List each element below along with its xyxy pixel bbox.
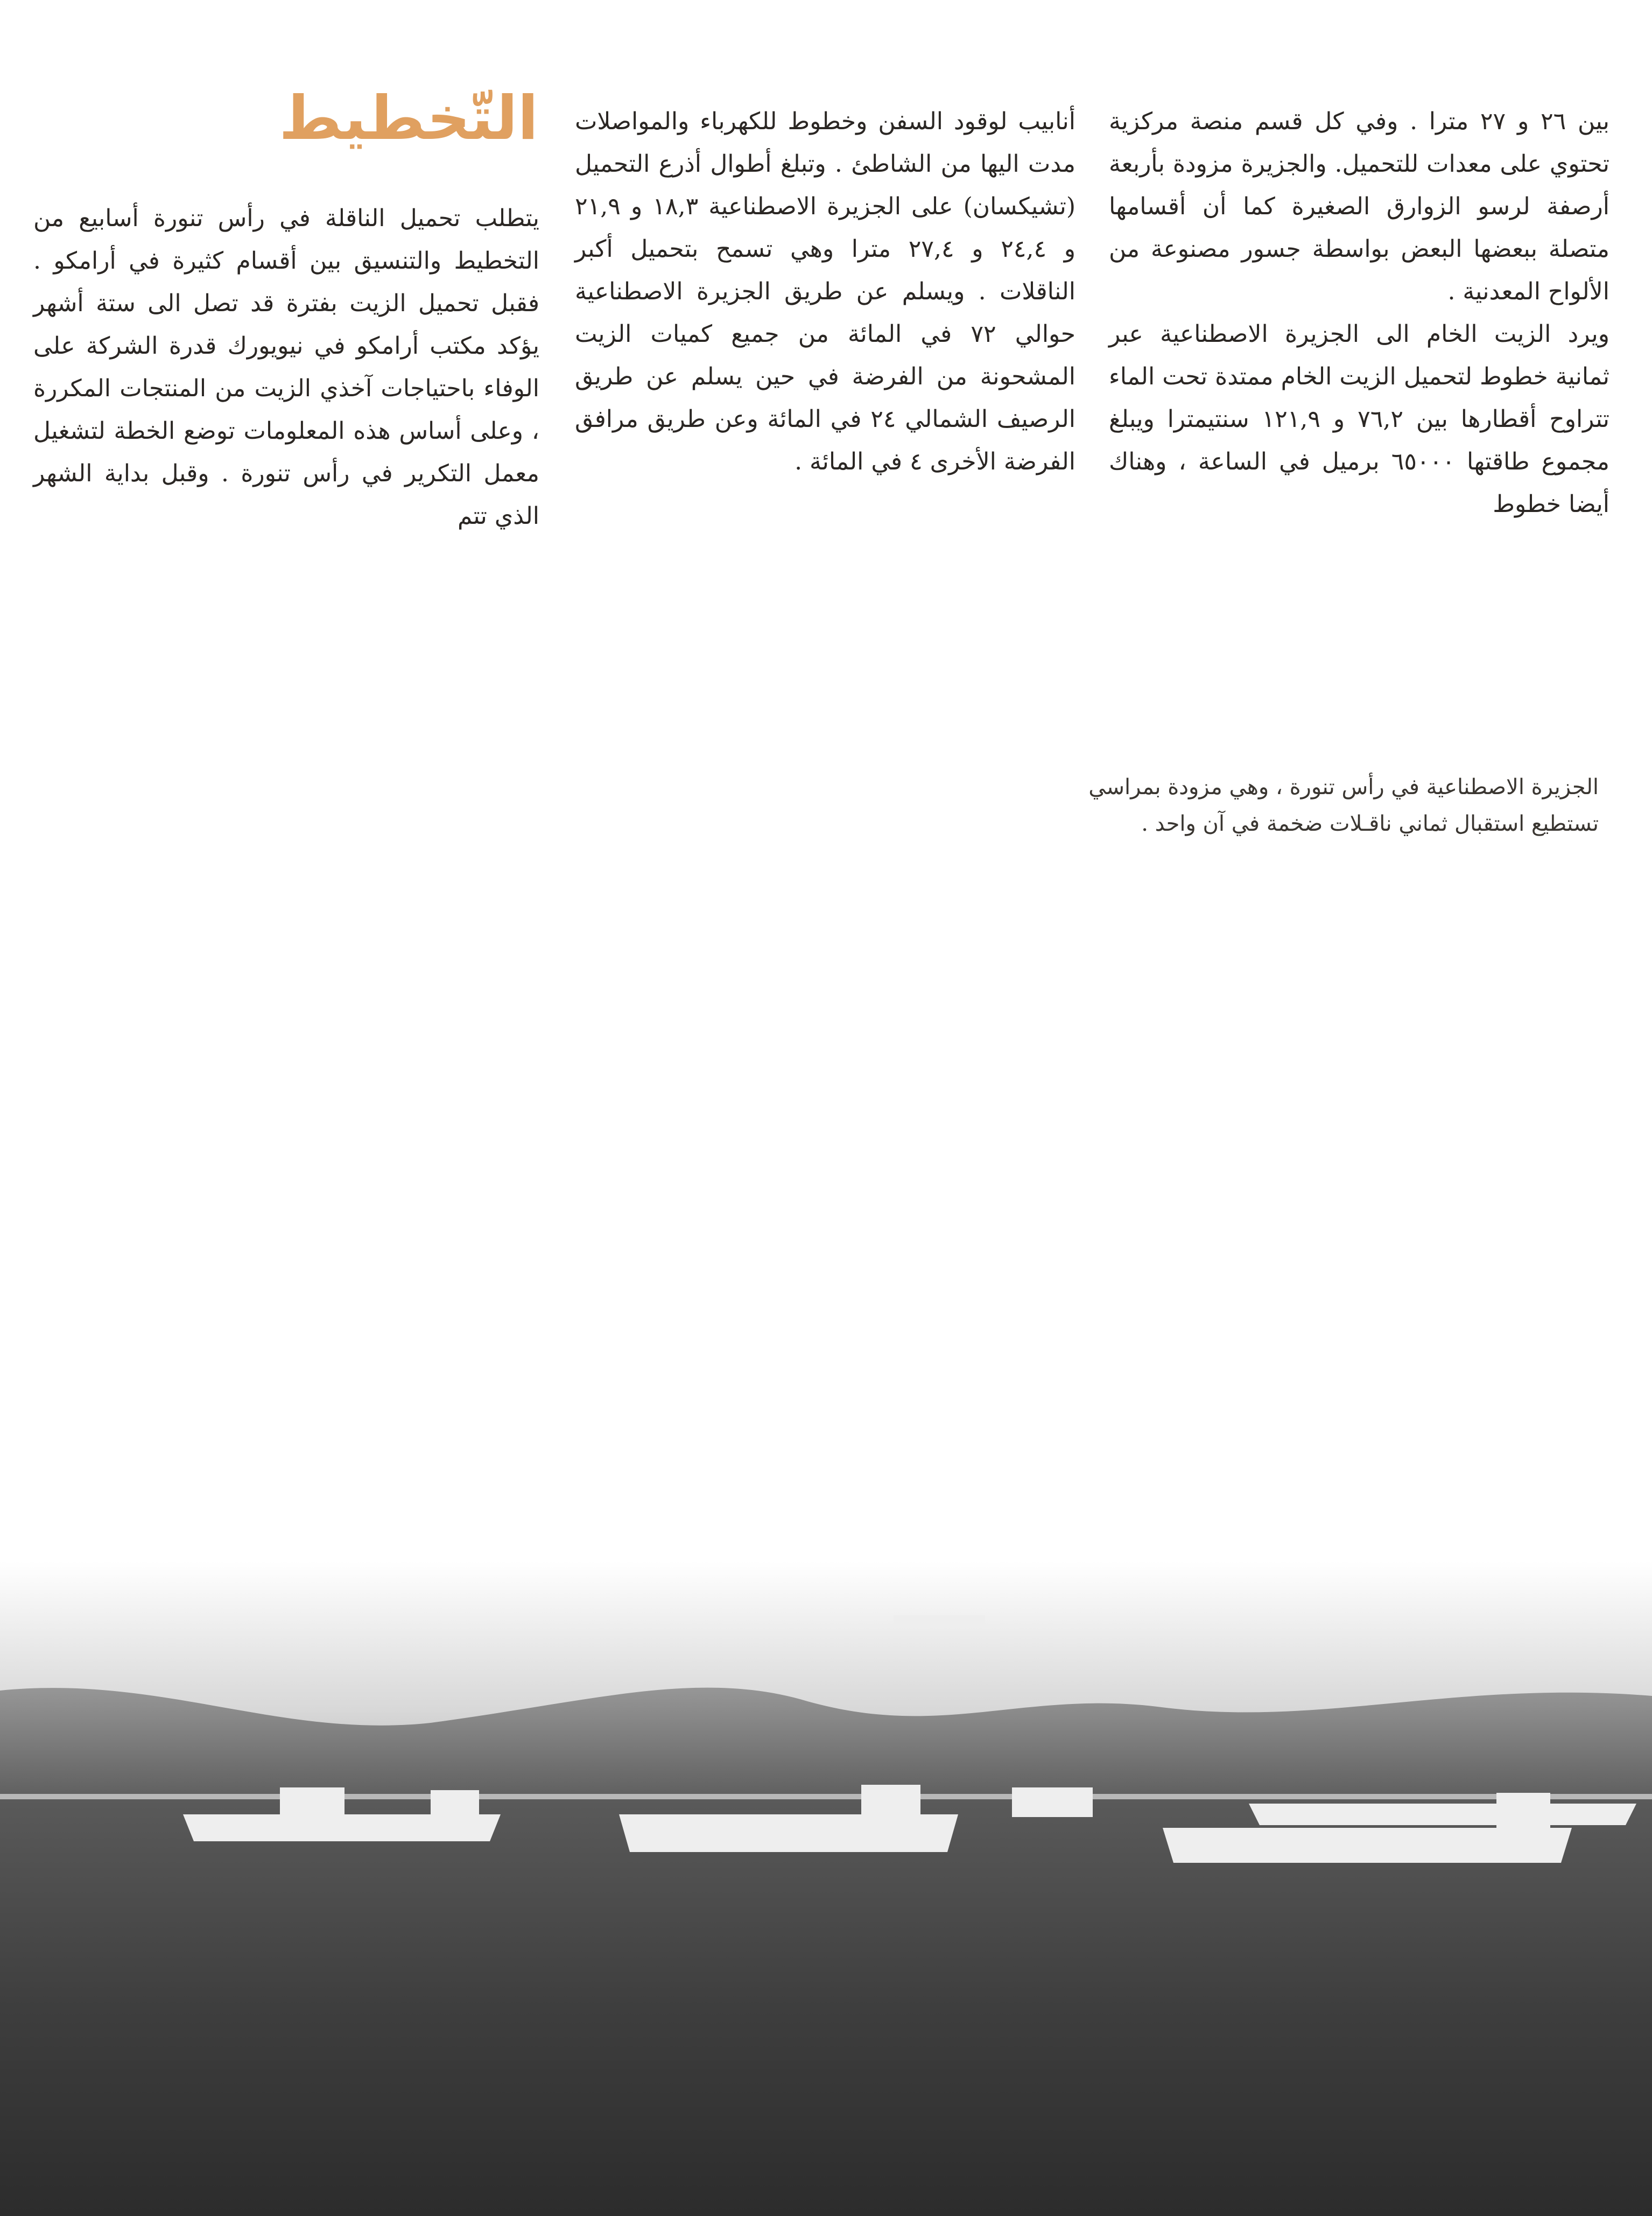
tanker-ship — [619, 1814, 958, 1852]
tanker-ship — [1012, 1787, 1093, 1817]
ship-superstructure — [280, 1787, 345, 1814]
tanker-ship — [1163, 1828, 1572, 1863]
paragraph: بين ٢٦ و ٢٧ مترا . وفي كل قسم منصة مركزية تحتوي على معدات للتحميل. والجزيرة مزودة بأربعة أرصفة لرسو الزوارق الصغيرة كما أن أقسامها متصلة ببعضها البعض بواسطة جسور مصنوعة من الألواح المعدنية . ويرد الزيت الخام الى الجزيرة الاصطناعية عبر ثمانية خطوط لتحميل الزيت الخام ممتدة تحت الماء تتراوح أقطارها بين ٧٦,٢ و ١٢١,٩ سنتيمترا ويبلغ مجموع طاقتها ٦٥٠٠٠ برميل في الساعة ، وهناك أيضا خطوط — [1109, 108, 1609, 518]
tanker-ship — [1249, 1804, 1636, 1825]
text-column-middle — [575, 100, 1075, 483]
text-column-right — [1109, 100, 1609, 525]
ship-superstructure — [861, 1785, 920, 1814]
tanker-ship — [183, 1814, 501, 1841]
photo-caption: الجزيرة الاصطناعية في رأس تنورة ، وهي مزودة بمراسي تستطيع استقبال ثماني ناقـلات ضخمة في آن واحد . — [1088, 775, 1599, 836]
photo-pier — [0, 1794, 1652, 1799]
paragraph: يتطلب تحميل الناقلة في رأس تنورة أسابيع من التخطيط والتنسيق بين أقسام كثيرة في أرامكو . فقبل تحميل الزيت بفترة قد تصل الى ستة أشهر يؤكد مكتب أرامكو في نيويورك قدرة الشركة على الوفاء باحتياجات آخذي الزيت من المنتجات المكررة ، وعلى أساس هذه المعلومات توضع الخطة لتشغيل معمل التكرير في رأس تنورة . وقبل بداية الشهر الذي تتم — [33, 205, 539, 530]
text-column-left — [33, 197, 539, 537]
section-heading: التّخطيط — [279, 83, 538, 153]
ship-superstructure — [431, 1790, 479, 1814]
ship-superstructure — [1496, 1793, 1550, 1828]
harbor-photo — [0, 1561, 1652, 2216]
distant-ship — [894, 1615, 985, 1627]
paragraph: أنابيب لوقود السفن وخطوط للكهرباء والمواصلات مدت اليها من الشاطئ . وتبلغ أطوال أذرع التحميل (تشيكسان) على الجزيرة الاصطناعية ١٨,٣ و ٢١,٩ و ٢٤,٤ و ٢٧,٤ مترا وهي تسمح بتحميل أكبر الناقلات . ويسلم عن طريق الجزيرة الاصطناعية حوالي ٧٢ في المائة من جميع كميات الزيت المشحونة من الفرضة في حين يسلم عن طريق الرصيف الشمالي ٢٤ في المائة وعن طريق مرافق الفرضة الأخرى ٤ في المائة . — [575, 108, 1076, 475]
